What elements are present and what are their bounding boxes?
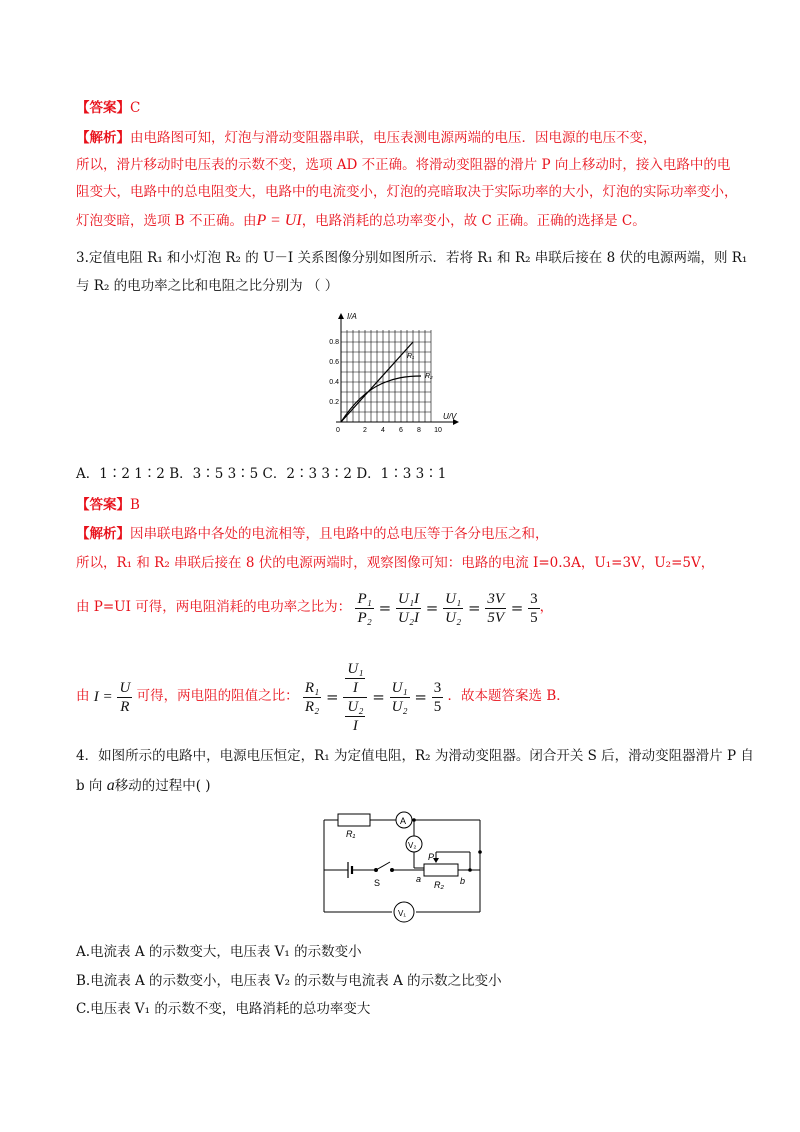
r1-label: R₁ xyxy=(407,353,415,360)
analysis-label: 【解析】 xyxy=(76,526,130,542)
x-tick: 10 xyxy=(434,427,442,434)
x-tick-labels xyxy=(336,427,442,434)
question-3-line-2: 与 R₂ 的电功率之比和电阻之比分别为 （ ） xyxy=(76,278,339,294)
question-4-option-b: B.电流表 A 的示数变小，电压表 V₂ 的示数与电流表 A 的示数之比变小 xyxy=(76,973,502,989)
analysis-2-line-3: 由 P=UI 可得，两电阻消耗的电功率之比为： $\frac{\text{P₁}}{\text{P₂}}$ = $\frac{\text{U₁I}}{\text{U₂I}}$ = $\frac{\text{U₁}}{\text{U₂}}$ = $\frac{3V}{5V}$ = $\frac{3}{5}$ ， xyxy=(76,587,724,628)
p-label: P xyxy=(428,852,435,862)
analysis-2-text-3: 由 P=UI 可得，两电阻消耗的电功率之比为： xyxy=(76,599,352,615)
question-4-option-c: C.电压表 V₁ 的示数不变，电路消耗的总功率变大 xyxy=(76,1001,371,1017)
x-tick: 2 xyxy=(363,427,367,434)
switch-label: S xyxy=(374,878,381,888)
ammeter-label: A xyxy=(400,816,407,826)
node-a-label: a xyxy=(416,874,422,884)
y-tick: 0.8 xyxy=(329,339,339,346)
answer-label: 【答案】 xyxy=(76,100,130,116)
analysis-1-text-4b: ，电路消耗的总功率变小，故 C 正确。正确的选择是 C。 xyxy=(301,213,646,229)
question-4-line-1: 4．如图所示的电路中，电源电压恒定，R₁ 为定值电阻，R₂ 为滑动变阻器。闭合开关 S 后，滑动变阻器滑片 P 自 xyxy=(76,748,754,764)
r2-rheostat xyxy=(424,864,458,876)
r2-label: R₂ xyxy=(425,373,433,380)
node-b-label: b xyxy=(460,876,466,886)
analysis-label: 【解析】 xyxy=(76,130,130,146)
power-formula: P = UI xyxy=(256,212,302,229)
analysis-1-line-3: 阻变大，电路中的总电阻变大，电路中的电流变小，灯泡的亮暗取决于实际功率的大小，灯泡的实际功率变小， xyxy=(76,184,738,200)
analysis-1-line-1 xyxy=(76,128,724,148)
analysis-1-text-1: 由电路图可知，灯泡与滑动变阻器串联，电压表测电源两端的电压．因电源的电压不变， xyxy=(130,130,657,146)
analysis-2-line-2: 所以，R₁ 和 R₂ 串联后接在 8 伏的电源两端时，观察图像可知：电路的电流 I=0.3A，U₁=3V，U₂=5V， xyxy=(76,555,715,571)
x-tick: 6 xyxy=(399,427,403,434)
r1-label: R₁ xyxy=(346,829,356,839)
question-4-option-a: A.电流表 A 的示数变大，电压表 V₁ 的示数变小 xyxy=(76,944,362,960)
y-tick-labels xyxy=(329,339,339,406)
analysis-2-line-1 xyxy=(76,524,724,544)
analysis-1-line-2: 所以，滑片移动时电压表的示数不变，选项 AD 不正确。将滑动变阻器的滑片 P 向上移动时，接入电路中的电 xyxy=(76,157,731,173)
x-axis-label: U/V xyxy=(443,412,457,421)
question-3-line-1: 3.定值电阻 R₁ 和小灯泡 R₂ 的 U－I 关系图像分别如图所示．若将 R₁ 和 R₂ 串联后接在 8 伏的电源两端，则 R₁ xyxy=(76,250,748,266)
resistance-ratio-equation: $\frac{\text{R₁}}{\text{R₂}}$ = $\frac{\frac{\text{U₁}}{I}}{\frac{\text{U₂}}{I}}$ = $\frac{\text{U₁}}{\text{U₂}}$ = $\frac{3}{5}$ xyxy=(304,661,442,734)
analysis-2-text-1: 因串联电路中各处的电流相等，且电路中的总电压等于各分电压之和， xyxy=(130,526,549,542)
r1-resistor xyxy=(338,814,370,826)
ohm-law-formula: I = $\frac{U}{R}$ xyxy=(93,679,131,715)
y-tick: 0.6 xyxy=(329,359,339,366)
analysis-1-text-4a: 灯泡变暗，选项 B 不正确。由 xyxy=(76,213,257,229)
switch xyxy=(376,862,390,870)
answer-label: 【答案】 xyxy=(76,497,130,513)
analysis-1-line-4 xyxy=(76,211,724,231)
ui-graph xyxy=(326,310,464,436)
v2-label: V₂ xyxy=(408,841,417,850)
question-4-line-2: b 向 a移动的过程中( ) xyxy=(76,777,211,794)
answer-2 xyxy=(76,495,724,515)
circuit-diagram xyxy=(318,806,490,928)
r2-label: R₂ xyxy=(434,880,444,890)
answer-1 xyxy=(76,98,724,118)
y-tick: 0.4 xyxy=(329,379,339,386)
v1-label: V₁ xyxy=(398,909,407,918)
question-3-options: A．1∶2 1∶2 B．3∶5 3∶5 C．2∶3 3∶2 D．1∶3 3∶1 xyxy=(76,466,447,482)
x-tick: 4 xyxy=(381,427,385,434)
x-tick: 0 xyxy=(336,427,340,434)
answer-value: B xyxy=(130,497,140,513)
analysis-2-line-4: 由 I = $\frac{U}{R}$ 可得，两电阻的阻值之比： $\frac{\text{R₁}}{\text{R₂}}$ = $\frac{\frac{\text{U₁}}{I}}{\frac{\text{U₂}}{I}}$ = $\frac{\text{U₁}}{\text{U₂}}$ = $\frac{3}{5}$ ．故本题答案选 B． xyxy=(76,656,724,737)
answer-value: C xyxy=(130,100,141,116)
power-ratio-equation: $\frac{\text{P₁}}{\text{P₂}}$ = $\frac{\text{U₁I}}{\text{U₂I}}$ = $\frac{\text{U₁}}{\text{U₂}}$ = $\frac{3V}{5V}$ = $\frac{3}{5}$ xyxy=(357,591,538,626)
y-axis-label: I/A xyxy=(347,312,357,321)
x-tick: 8 xyxy=(417,427,421,434)
y-tick: 0.2 xyxy=(329,399,339,406)
